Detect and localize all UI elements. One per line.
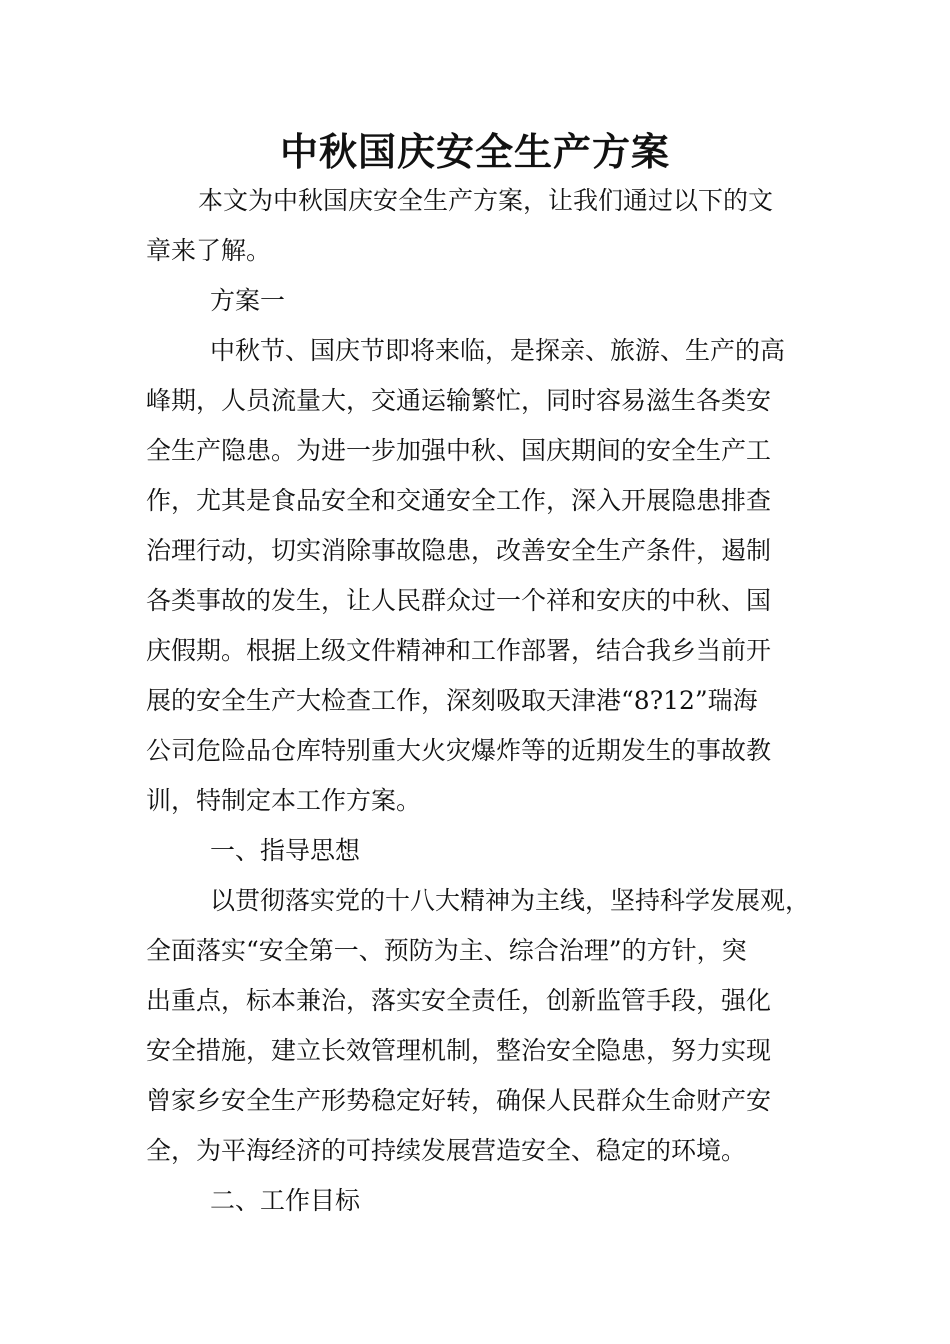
paragraph-line: 章来了解。 (146, 236, 272, 265)
paragraph-line: 庆假期。根据上级文件精神和工作部署，结合我乡当前开 (146, 636, 772, 665)
paragraph-line: 中秋节、国庆节即将来临，是探亲、旅游、生产的高 (210, 336, 786, 365)
document-title: 中秋国庆安全生产方案 (279, 129, 670, 174)
paragraph-line: 各类事故的发生，让人民群众过一个祥和安庆的中秋、国 (146, 586, 772, 615)
paragraph-line: 公司危险品仓库特别重大火灾爆炸等的近期发生的事故教 (146, 736, 772, 765)
paragraph-line: 作，尤其是食品安全和交通安全工作，深入开展隐患排查 (146, 486, 772, 515)
section-heading: 方案一 (210, 286, 286, 315)
paragraph-line: 以贯彻落实党的十八大精神为主线，坚持科学发展观， (210, 886, 811, 915)
paragraph-line: 全，为平海经济的可持续发展营造安全、稳定的环境。 (146, 1136, 747, 1165)
section-heading: 二、工作目标 (210, 1186, 361, 1215)
paragraph-line: 展的安全生产大检查工作，深刻吸取天津港“8?12”瑞海 (146, 686, 758, 715)
paragraph-line: 峰期，人员流量大，交通运输繁忙，同时容易滋生各类安 (146, 386, 772, 415)
paragraph-line: 治理行动，切实消除事故隐患，改善安全生产条件，遏制 (146, 536, 772, 565)
paragraph-line: 全面落实“安全第一、预防为主、综合治理”的方针，突 (146, 936, 747, 965)
paragraph-line: 安全措施，建立长效管理机制，整治安全隐患，努力实现 (146, 1036, 772, 1065)
paragraph-line: 训，特制定本工作方案。 (146, 786, 422, 815)
paragraph-line: 全生产隐患。为进一步加强中秋、国庆期间的安全生产工 (146, 436, 772, 465)
paragraph-line: 曾家乡安全生产形势稳定好转，确保人民群众生命财产安 (146, 1086, 772, 1115)
paragraph-line: 出重点，标本兼治，落实安全责任，创新监管手段，强化 (146, 986, 772, 1015)
paragraph-line: 本文为中秋国庆安全生产方案，让我们通过以下的文 (198, 186, 774, 215)
section-heading: 一、指导思想 (210, 836, 361, 865)
